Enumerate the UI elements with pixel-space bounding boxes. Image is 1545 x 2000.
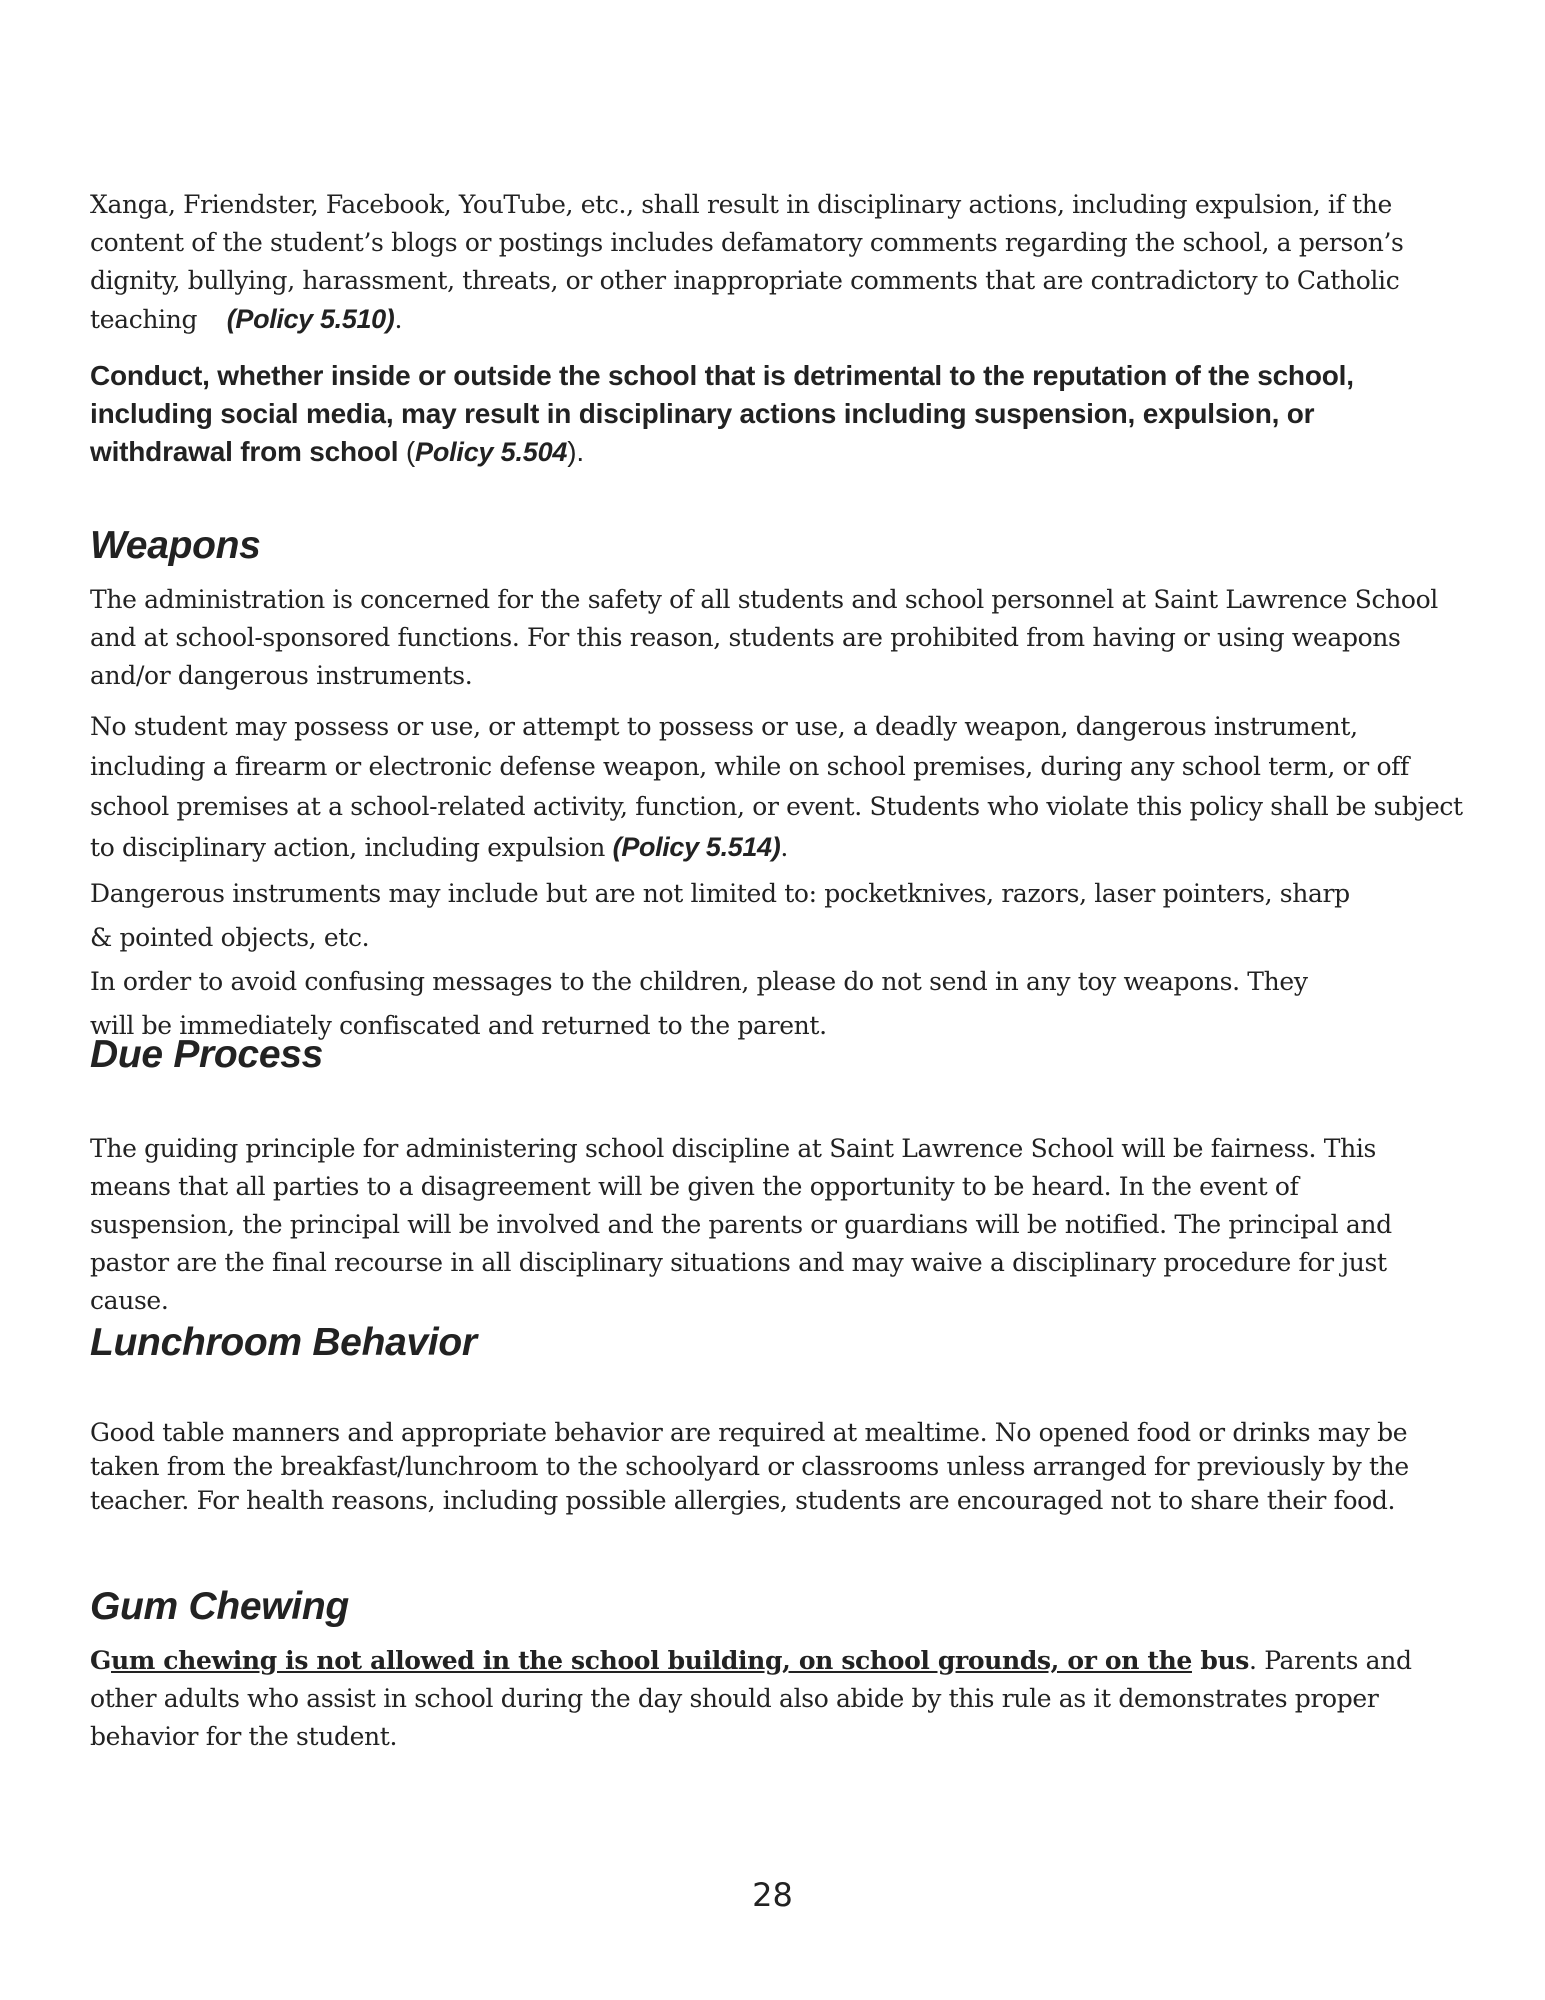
weapons-paragraph-2-text: No student may possess or use, or attempt to possess or use, a deadly weapon, dangerous instrument, including a firearm or electronic defense weapon, while on school premises, during any school term, or off school premises at a school-related activity, function, or event. Students who violate this policy shall be subject to disciplinary action, including expulsion <box>90 712 1463 862</box>
weapons-paragraph-1: The administration is concerned for the safety of all students and school personnel at Saint Lawrence School and at school-sponsored functions. For this reason, students are prohibited from having or using weapons and/or dangerous instruments. <box>90 585 1438 690</box>
gum-chewing-heading: Gum Chewing <box>90 1585 349 1628</box>
weapons-paragraph-4: In order to avoid confusing messages to the children, please do not send in any toy weapons. They will be immediately confiscated and returned to the parent. <box>90 967 1308 1040</box>
social-media-text: Xanga, Friendster, Facebook, YouTube, etc., shall result in disciplinary actions, including expulsion, if the content of the student’s blogs or postings includes defamatory comments regarding the school, a person’s dignity, bullying, harassment, threats, or other inappropriate comments that are contradictory to Catholic teaching <box>90 190 1404 334</box>
weapons-heading: Weapons <box>90 524 261 567</box>
policy-reference: Policy 5.504 <box>415 437 568 467</box>
weapons-paragraph-3: Dangerous instruments may include but are not limited to: pocketknives, razors, laser pointers, sharp & pointed objects, etc. <box>90 879 1350 952</box>
page-number: 28 <box>752 1876 793 1914</box>
punctuation: . <box>780 833 788 862</box>
conduct-paragraph <box>90 357 1390 471</box>
conduct-text: Conduct, whether inside or outside the school that is detrimental to the reputation of the school, including social media, may result in disciplinary actions including suspension, expulsion, or withdrawal from school <box>90 360 1354 467</box>
gum-chewing-paragraph <box>90 1642 1465 1756</box>
gum-rule-start: G <box>90 1646 112 1675</box>
document-page <box>90 186 1463 1756</box>
due-process-paragraph: The guiding principle for administering school discipline at Saint Lawrence School will be fairness. This means that all parties to a disagreement will be given the opportunity to be heard. In the event of suspension, the principal will be involved and the parents or guardians will be notified. The principal and pastor are the final recourse in all disciplinary situations and may waive a disciplinary procedure for just cause. <box>90 1134 1392 1315</box>
gum-rule-underlined: um chewing is not allowed in the school building, on school grounds, or on the <box>111 1646 1192 1675</box>
punctuation: ( <box>398 436 416 467</box>
lunchroom-heading: Lunchroom Behavior <box>90 1321 477 1364</box>
gum-rule-end: bus <box>1191 1646 1250 1675</box>
due-process-heading: Due Process <box>90 1033 323 1076</box>
lunchroom-paragraph: Good table manners and appropriate behavior are required at mealtime. No opened food or drinks may be taken from the breakfast/lunchroom to the schoolyard or classrooms unless arranged for previously by the teacher. For health reasons, including possible allergies, students are encouraged not to share their food. <box>90 1418 1409 1515</box>
policy-reference: (Policy 5.514) <box>612 832 781 862</box>
weapons-paragraph-2 <box>90 707 1465 868</box>
policy-reference: (Policy 5.510) <box>226 304 395 334</box>
gum-chewing-text: . Parents and other adults who assist in school during the day should also abide by this rule as it demonstrates proper behavior for the student. <box>90 1646 1412 1751</box>
punctuation: . <box>394 305 403 334</box>
punctuation: ). <box>567 436 584 467</box>
social-media-paragraph <box>90 186 1420 339</box>
